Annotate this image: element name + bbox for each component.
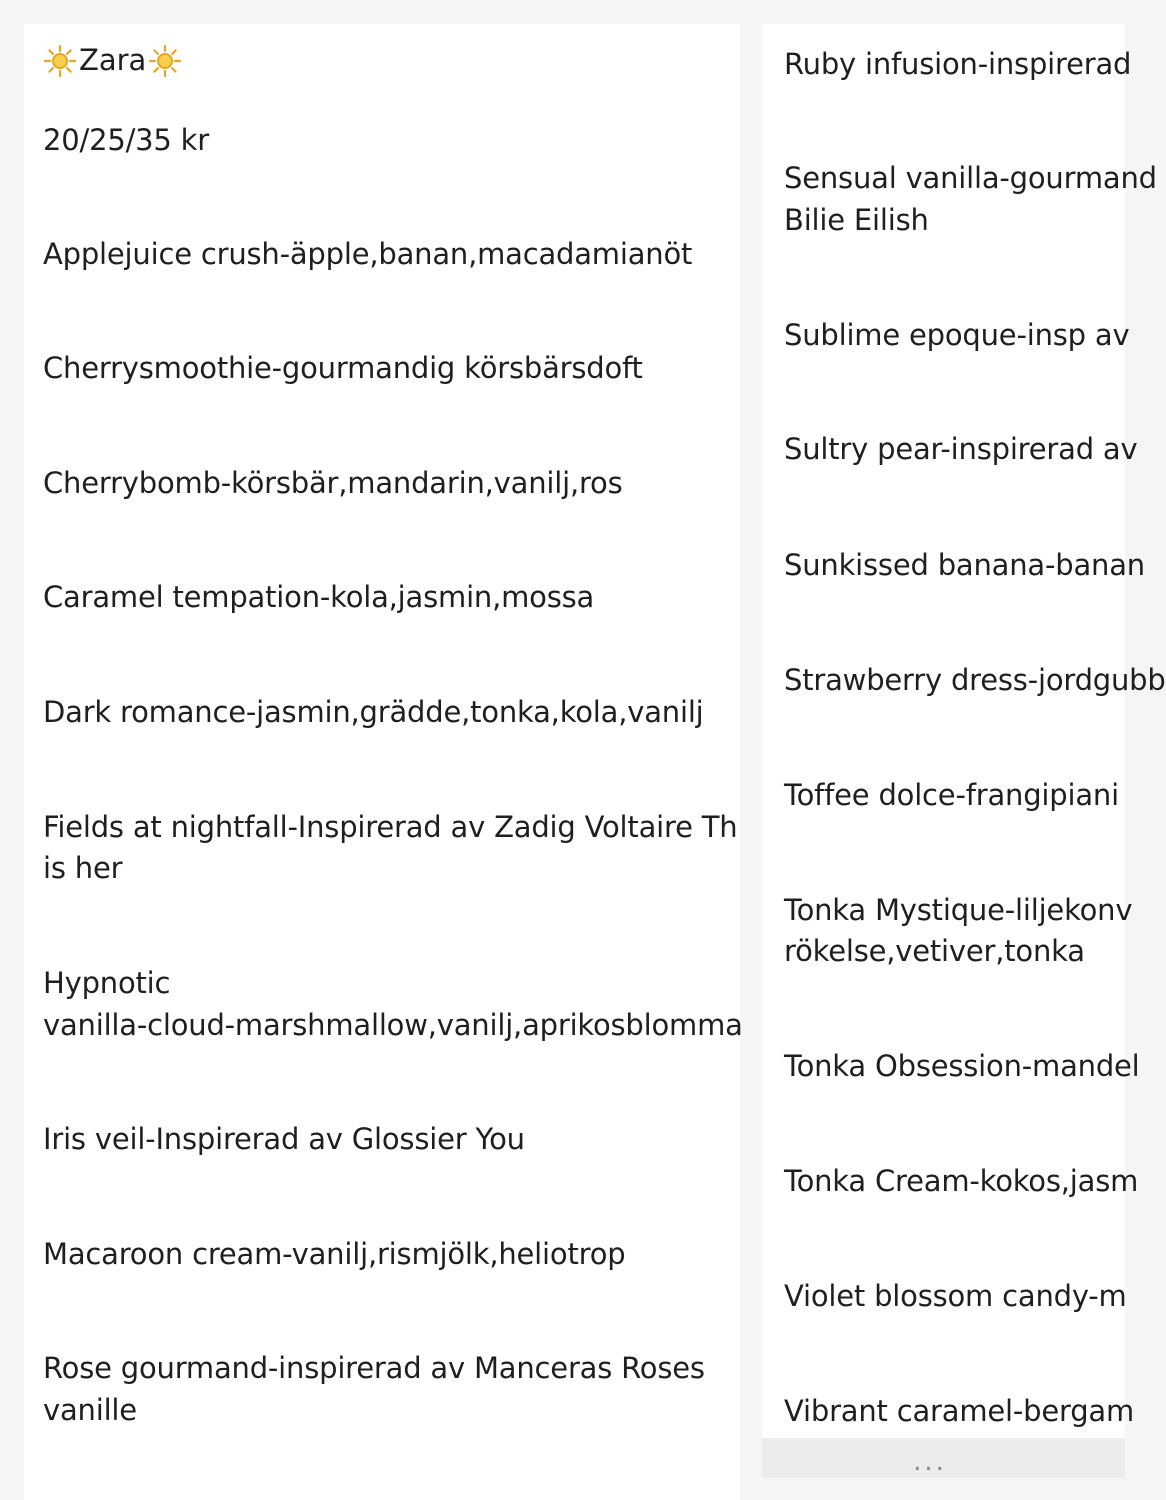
list-item: Fields at nightfall-Inspirerad av Zadig Voltaire Th xyxy=(43,810,738,844)
list-item: Tonka Mystique-liljekonv xyxy=(784,893,1133,927)
price-text: 20/25/35 kr xyxy=(43,123,209,157)
list-item: Sensual vanilla-gourmand xyxy=(784,161,1157,195)
list-item: Cherrysmoothie-gourmandig körsbärsdoft xyxy=(43,351,643,385)
list-item: Iris veil-Inspirerad av Glossier You xyxy=(43,1122,525,1156)
list-item: Rose gourmand-inspirerad av Manceras Roses xyxy=(43,1351,705,1385)
note-left-column xyxy=(24,24,743,1500)
list-item: Sunkissed banana-banan xyxy=(784,548,1145,582)
list-item-continuation: rökelse,vetiver,tonka xyxy=(784,934,1085,968)
list-item: Hypnotic xyxy=(43,966,171,1000)
list-item: Tonka Cream-kokos,jasm xyxy=(784,1164,1139,1198)
list-item-continuation: vanille xyxy=(43,1393,137,1427)
list-item: Sultry pear-inspirerad av xyxy=(784,432,1138,466)
note-right-column xyxy=(762,24,1166,1438)
list-item: Vibrant caramel-bergam xyxy=(784,1394,1135,1428)
sun-icon xyxy=(148,44,182,78)
list-item: Ruby infusion-inspirerad xyxy=(784,47,1132,81)
list-item: Caramel tempation-kola,jasmin,mossa xyxy=(43,580,595,614)
list-item: Applejuice crush-äpple,banan,macadamianöt xyxy=(43,237,693,271)
list-item: Toffee dolce-frangipiani xyxy=(784,778,1119,812)
more-options-icon[interactable]: ... xyxy=(913,1447,947,1477)
list-item: Tonka Obsession-mandel xyxy=(784,1049,1140,1083)
title-text: Zara xyxy=(79,43,147,77)
list-item-continuation: Bilie Eilish xyxy=(784,203,929,237)
list-item: Cherrybomb-körsbär,mandarin,vanilj,ros xyxy=(43,466,623,500)
note-title xyxy=(43,40,182,81)
sun-icon xyxy=(43,44,77,78)
list-item: Sublime epoque-insp av xyxy=(784,318,1130,352)
list-item: Violet blossom candy-m xyxy=(784,1279,1127,1313)
list-item: Macaroon cream-vanilj,rismjölk,heliotrop xyxy=(43,1237,626,1271)
list-item-continuation: vanilla-cloud-marshmallow,vanilj,aprikosblomma xyxy=(43,1008,743,1042)
list-item: Dark romance-jasmin,grädde,tonka,kola,vanilj xyxy=(43,695,704,729)
list-item-continuation: is her xyxy=(43,851,123,885)
list-item: Strawberry dress-jordgubb xyxy=(784,663,1166,697)
